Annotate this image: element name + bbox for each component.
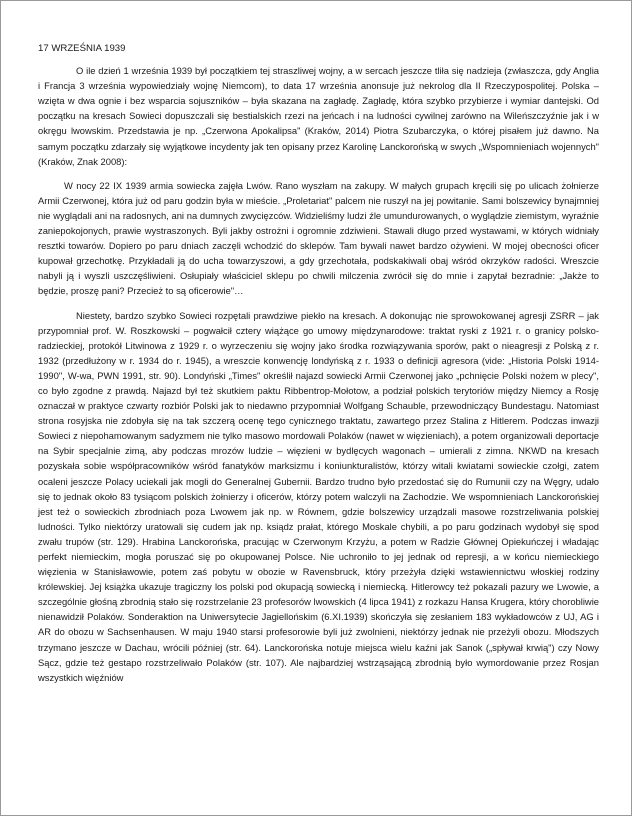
paragraph-quote: W nocy 22 IX 1939 armia sowiecka zajęła Lwów. Rano wyszłam na zakupy. W małych grupach kręcili się po ulicach żołnierze Armii Czerwonej, która już od paru godzin była w mieście. „Proletariat" palcem nie ruszył na jej powitanie. Sami bolszewicy bynajmniej nie wyglądali ani na radosnych, ani na dumnych zwycięzców. Widzieliśmy ludzi źle umundurowanych, o wyglądzie ziemistym, wyraźnie zaniepokojonych, prawie wystraszonych. Byli jakby ostrożni i ogromnie zdziwieni. Stawali długo przed wystawami, w których widniały resztki towarów. Dopiero po paru dniach zaczęli wchodzić do sklepów. Tam bywali nawet bardzo ożywieni. W mojej obecności oficer kupował grzechotkę. Przykładali ją do ucha towarzyszowi, a gdy grzechotała, podskakiwali obaj wśród okrzyków radości. Wreszcie nabyli ją i wyszli uszczęśliwieni. Osłupiały właściciel sklepu po chwili milczenia zwrócił się do mnie i zapytał bezradnie: „Jakże to będzie, proszę pani? Przecież to są oficerowie"…: [38, 179, 599, 297]
paragraph-intro: O ile dzień 1 września 1939 był początkiem tej straszliwej wojny, a w sercach jeszcze tliła się nadzieja (zwłaszcza, gdy Anglia i Francja 3 września wypowiedziały wojnę Niemcom), to data 17 września anonsuje już nekrolog dla II Rzeczypospolitej. Polska – wzięta w dwa ognie i bez wsparcia sojuszników – była skazana na zagładę. Zagładę, która szybko przybierze i wymiar dantejski. Od początku na kresach Sowieci dopuszczali się bestialskich rzezi na jeńcach i na ludności cywilnej zarówno na Wileńszczyźnie jak i w okręgu lwowskim. Przedstawia je np. „Czerwona Apokalipsa" (Kraków, 2014) Piotra Szubarczyka, o której pisałem już dawno. Na samym początku zdarzały się wyjątkowe incydenty jak ten opisany przez Karolinę Lanckorońską w swych „Wspomnieniach wojennych" (Kraków, Znak 2008):: [38, 65, 599, 167]
paragraph-main: Niestety, bardzo szybko Sowieci rozpętali prawdziwe piekło na kresach. A dokonując nie sprowokowanej agresji ZSRR – jak przypomniał prof. W. Roszkowski – pogwałcił cztery wiążące go umowy międzynarodowe: traktat ryski z 1921 r. o granicy polsko-radzieckiej, protokół Litwinowa z 1929 r. o wyrzeczeniu się wojny jako środka rozwiązywania sporów, pakt o nieagresji z Polską z r. 1932 (przedłużony w r. 1934 do r. 1945), a wreszcie konwencję londyńską z r. 1933 o definicji agresora (vide: „Historia Polski 1914-1990", W-wa, PWN 1991, str. 90). Londyński „Times" określił najazd sowiecki Armii Czerwonej jako „pchnięcie Polski nożem w plecy", co było zgodne z prawdą. Najazd był też skutkiem paktu Ribbentrop-Mołotow, a podział polskich terytoriów między Niemcy a Rosję oznaczał w praktyce czwarty rozbiór Polski jak to niedawno przypomniał Wolfgang Schauble, przewodniczący Bundestagu. Natomiast strona rosyjska nie zdobyła się na tak szczerą ocenę tego cynicznego traktatu, zawartego przez Stalina z Hitlerem. Podczas inwazji Sowieci z niepohamowanym sadyzmem nie tylko masowo mordowali Polaków (nawet w więzieniach), a potem organizowali deportacje na Sybir specjalnie zimą, aby podczas mrozów ludzie – więzieni w bydlęcych wagonach – umierali z zimna. NKWD na kresach pozyskała sobie współpracowników wśród fanatyków marksizmu i koniunkturalistów, którzy witali kwiatami sowieckie czołgi, zatem ocaleni jeszcze Polacy uciekali jak mogli do Generalnej Gubernii. Bardzo trudno było przedostać się do Rumunii czy na Węgry, udało się to jednak około 83 tysiącom polskich żołnierzy i oficerów, którzy potem walczyli na Zachodzie. We wspomnieniach Lanckorońskiej jest też o sowieckich zbrodniach poza Lwowem jak np. w Równem, gdzie bolszewicy urządzali masowe rozstrzeliwania polskiej ludności. Tylko niektórzy uratowali się cudem jak np. ksiądz prałat, którego Moskale chybili, a po paru godzinach wydobył się spod zwału trupów (str. 129). Hrabina Lanckorońska, pracując w Czerwonym Krzyżu, a potem w Radzie Głównej Opiekuńczej i władając perfekt niemieckim, mogła poruszać się po okupowanej Polsce. Nie uchroniło to jej jednak od represji, a w końcu niemieckiego więzienia w Stanisławowie, potem zaś pobytu w obozie w Ravensbruck, który przeżyła dzięki wstawiennictwu włoskiej rodziny królewskiej. Jej książka ukazuje tragiczny los polski pod okupacją sowiecką i niemiecką. Hitlerowcy też pokazali pazury we Lwowie, a szczególnie głośną zbrodnią stało się rozstrzelanie 23 profesorów lwowskich (4 lipca 1941) z rozkazu Hansa Krugera, który chorobliwie nienawidził Polaków. Sonderaktion na Uniwersytecie Jagiellońskim (6.XI.1939) skończyła się zesłaniem 183 wykładowców z UJ, AG i AR do obozu w Sachsenhausen. W maju 1940 starsi profesorowie byli już zwolnieni, niektórzy jednak nie przeżyli obozu. Młodszych trzymano jeszcze w Dachau, wrócili później (str. 64). Lanckorońska notuje miejsca wielu kaźni jak Sanok („spływał krwią") czy Nowy Sącz, gdzie też gestapo rozstrzeliwało Polaków (str. 107). Ale najbardziej wstrząsającą zbrodnią było wymordowanie przez Rosjan wszystkich więźniów: [38, 309, 599, 683]
document-body: [38, 41, 599, 685]
document-title: 17 WRZEŚNIA 1939: [38, 43, 126, 54]
